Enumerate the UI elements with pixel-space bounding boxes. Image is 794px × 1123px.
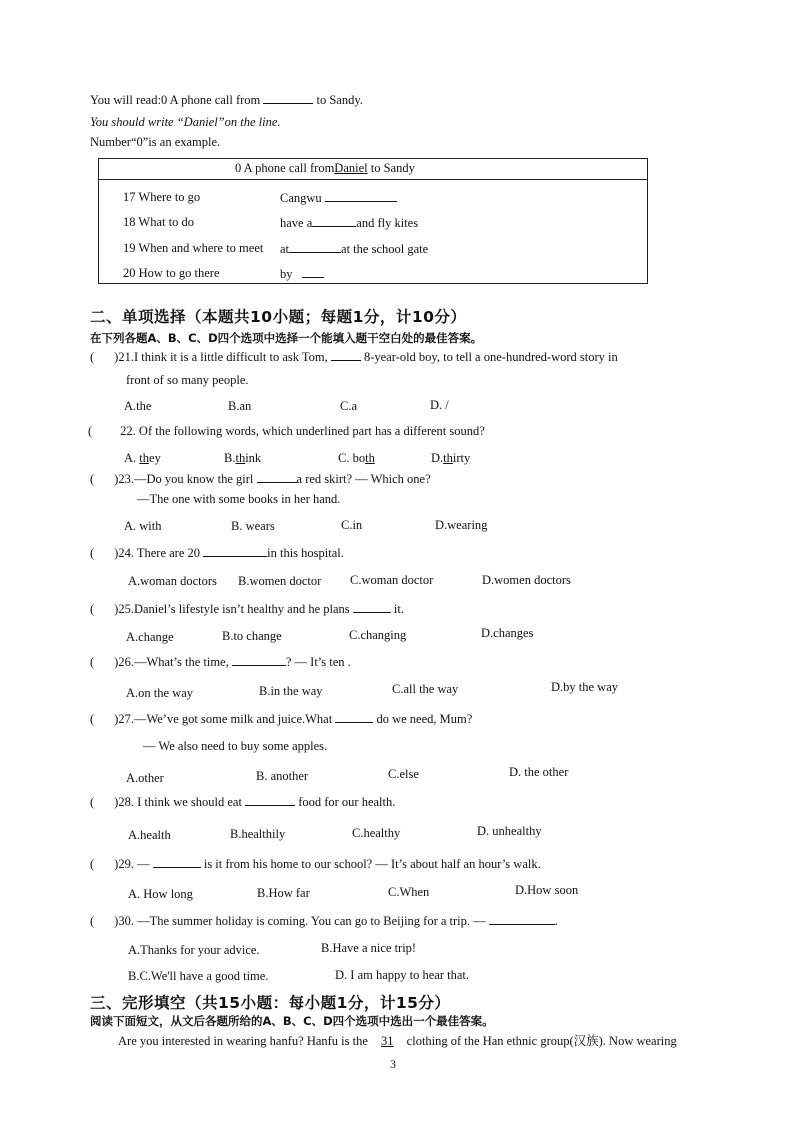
table-row-q: 17 Where to go xyxy=(123,190,201,204)
option-text: C. bo xyxy=(338,451,366,465)
option-a: A.other xyxy=(126,771,164,785)
option-d: D.women doctors xyxy=(482,573,571,587)
option-text: ey xyxy=(149,451,161,465)
info-table xyxy=(98,158,648,284)
blank-line xyxy=(335,711,373,723)
option-b: B.women doctor xyxy=(238,574,322,588)
question-stem: )30. —The summer holiday is coming. You can go to Beijing for a trip. — xyxy=(114,914,486,928)
question-stem-continued: —The one with some books in her hand. xyxy=(137,492,341,506)
option-text: irty xyxy=(452,451,471,465)
question-23 xyxy=(90,471,431,487)
blank-line xyxy=(312,215,356,227)
question-stem-post: a red skirt? — Which one? xyxy=(296,472,431,486)
option-d: D. / xyxy=(430,398,449,412)
question-30 xyxy=(90,913,558,929)
question-stem-continued: front of so many people. xyxy=(126,373,249,387)
option-b: B.an xyxy=(228,399,252,413)
option-a: A. How long xyxy=(128,887,193,901)
option-c: C.else xyxy=(388,767,419,781)
option-b: B.to change xyxy=(222,629,282,643)
passage-blank-31: 31 xyxy=(381,1034,394,1048)
blank-line xyxy=(153,856,201,868)
question-22 xyxy=(88,424,485,439)
question-stem: )24. There are 20 xyxy=(114,546,201,560)
option-d: D.wearing xyxy=(435,518,488,532)
blank-line xyxy=(263,92,313,104)
option-a: A.the xyxy=(124,399,152,413)
option-text: D. xyxy=(431,451,444,465)
option-d xyxy=(431,451,470,466)
table-row-a xyxy=(280,266,324,282)
option-b: B.How far xyxy=(257,886,310,900)
blank-line xyxy=(232,654,286,666)
option-c: C.all the way xyxy=(392,682,459,696)
table-row-q: 18 What to do xyxy=(123,215,194,229)
question-stem-post: . xyxy=(554,914,558,928)
intro-read-post: to Sandy. xyxy=(316,93,363,107)
option-text: A. xyxy=(124,451,140,465)
table-row-a-pre: have a xyxy=(280,216,313,230)
intro-read-pre: You will read:0 A phone call from xyxy=(90,93,261,107)
question-24 xyxy=(90,545,344,561)
question-stem-post: it. xyxy=(393,602,404,616)
question-stem-post: is it from his home to our school? — It’s about half an hour’s walk. xyxy=(203,857,541,871)
question-stem: )27.—We’ve got some milk and juice.What xyxy=(114,712,333,726)
question-21 xyxy=(90,349,618,365)
option-c: C.changing xyxy=(349,628,407,642)
question-stem-post: food for our health. xyxy=(298,795,396,809)
answer-paren: ( xyxy=(90,655,95,669)
answer-paren: ( xyxy=(90,472,95,486)
option-a: A.on the way xyxy=(126,686,193,700)
table-row-a-pre: at xyxy=(280,242,290,256)
intro-line xyxy=(90,92,363,108)
option-text: B. xyxy=(224,451,236,465)
intro-example: Number“0”is an example. xyxy=(90,135,221,149)
question-stem-post: ? — It’s ten . xyxy=(285,655,351,669)
section2-title: 二、单项选择（本题共10小题；每题1分，计10分） xyxy=(90,308,467,326)
blank-line xyxy=(353,601,391,613)
option-text: ink xyxy=(245,451,262,465)
answer-paren: ( xyxy=(90,795,95,809)
question-stem: )26.—What’s the time, xyxy=(114,655,229,669)
table-header-text xyxy=(235,161,415,176)
answer-paren: ( xyxy=(90,857,95,871)
answer-paren: ( xyxy=(90,712,95,726)
cloze-passage xyxy=(118,1031,677,1049)
table-row-q: 19 When and where to meet xyxy=(123,241,264,255)
blank-line xyxy=(289,241,341,253)
underlined-part: th xyxy=(235,451,246,465)
option-a: A.health xyxy=(128,828,171,842)
passage-text: Are you interested in wearing hanfu? Hanfu is the xyxy=(118,1034,368,1048)
question-27 xyxy=(90,711,472,727)
option-d: D. the other xyxy=(509,765,569,779)
question-26 xyxy=(90,654,351,670)
question-stem: )29. — xyxy=(114,857,150,871)
option-c xyxy=(338,451,375,466)
option-a: A. with xyxy=(124,519,162,533)
option-c: C.in xyxy=(341,518,363,532)
blank-line xyxy=(302,266,324,278)
table-row-a-post: and fly kites xyxy=(356,216,419,230)
option-b: B. wears xyxy=(231,519,275,533)
option-d: D.changes xyxy=(481,626,534,640)
question-stem-continued: — We also need to buy some apples. xyxy=(143,739,328,753)
option-a: A.change xyxy=(126,630,174,644)
question-stem-post: do we need, Mum? xyxy=(376,712,473,726)
option-a: A.woman doctors xyxy=(128,574,217,588)
option-d: D. I am happy to hear that. xyxy=(335,968,469,982)
question-stem: )21.I think it is a little difficult to ask Tom, xyxy=(114,350,328,364)
section3-instruction: 阅读下面短文，从文后各题所给的A、B、C、D四个选项中选出一个最佳答案。 xyxy=(90,1014,494,1028)
blank-line xyxy=(489,913,555,925)
table-row-a-pre: Cangwu xyxy=(280,191,322,205)
table-row-a-pre: by xyxy=(280,267,293,281)
underlined-part: th xyxy=(443,451,453,465)
blank-line xyxy=(257,471,297,483)
option-b xyxy=(224,451,261,466)
option-c: C.woman doctor xyxy=(350,573,434,587)
question-stem: )23.—Do you know the girl xyxy=(114,472,254,486)
blank-line xyxy=(203,545,267,557)
table-row-a xyxy=(280,190,397,206)
intro-should-write: You should write “Daniel”on the line. xyxy=(90,115,281,129)
answer-paren: ( xyxy=(88,424,93,438)
underlined-part: th xyxy=(139,451,150,465)
table-row-a xyxy=(280,241,428,257)
question-stem: )28. I think we should eat xyxy=(114,795,242,809)
question-25 xyxy=(90,601,404,617)
question-29 xyxy=(90,856,541,872)
option-b: B.in the way xyxy=(259,684,323,698)
table-header xyxy=(99,159,647,180)
option-d: D.How soon xyxy=(515,883,579,897)
answer-paren: ( xyxy=(90,914,95,928)
blank-line xyxy=(331,349,361,361)
option-c: C.a xyxy=(340,399,358,413)
page-number: 3 xyxy=(390,1057,396,1071)
option-c: B.C.We'll have a good time. xyxy=(128,969,269,983)
table-header-post: to Sandy xyxy=(370,161,415,175)
option-a: A.Thanks for your advice. xyxy=(128,943,260,957)
table-row-q: 20 How to go there xyxy=(123,266,220,280)
option-c: C.When xyxy=(388,885,430,899)
underlined-part: th xyxy=(365,451,375,465)
option-b: B. another xyxy=(256,769,309,783)
question-stem: )25.Daniel’s lifestyle isn’t healthy and he plans xyxy=(114,602,350,616)
answer-paren: ( xyxy=(90,350,95,364)
question-stem: 22. Of the following words, which underlined part has a different sound? xyxy=(120,424,485,438)
blank-line xyxy=(245,794,295,806)
option-a xyxy=(124,451,161,466)
option-b: B.healthily xyxy=(230,827,286,841)
table-row-a-post: at the school gate xyxy=(341,242,429,256)
table-header-pre: 0 A phone call from xyxy=(235,161,335,175)
question-stem-post: 8-year-old boy, to tell a one-hundred-word story in xyxy=(364,350,618,364)
question-stem-post: in this hospital. xyxy=(267,546,344,560)
question-28 xyxy=(90,794,395,810)
answer-paren: ( xyxy=(90,602,95,616)
passage-text: clothing of the Han ethnic group(汉族). Now wearing xyxy=(406,1034,677,1048)
blank-line xyxy=(325,190,397,202)
option-c: C.healthy xyxy=(352,826,401,840)
table-row-a xyxy=(280,215,418,231)
option-b: B.Have a nice trip! xyxy=(321,941,417,955)
section2-instruction: 在下列各题A、B、C、D四个选项中选择一个能填入题干空白处的最佳答案。 xyxy=(90,331,483,345)
table-header-name: Daniel xyxy=(334,161,368,175)
section3-title: 三、完形填空（共15小题：每小题1分，计15分） xyxy=(90,994,451,1012)
option-d: D.by the way xyxy=(551,680,618,694)
answer-paren: ( xyxy=(90,546,95,560)
option-d: D. unhealthy xyxy=(477,824,542,838)
